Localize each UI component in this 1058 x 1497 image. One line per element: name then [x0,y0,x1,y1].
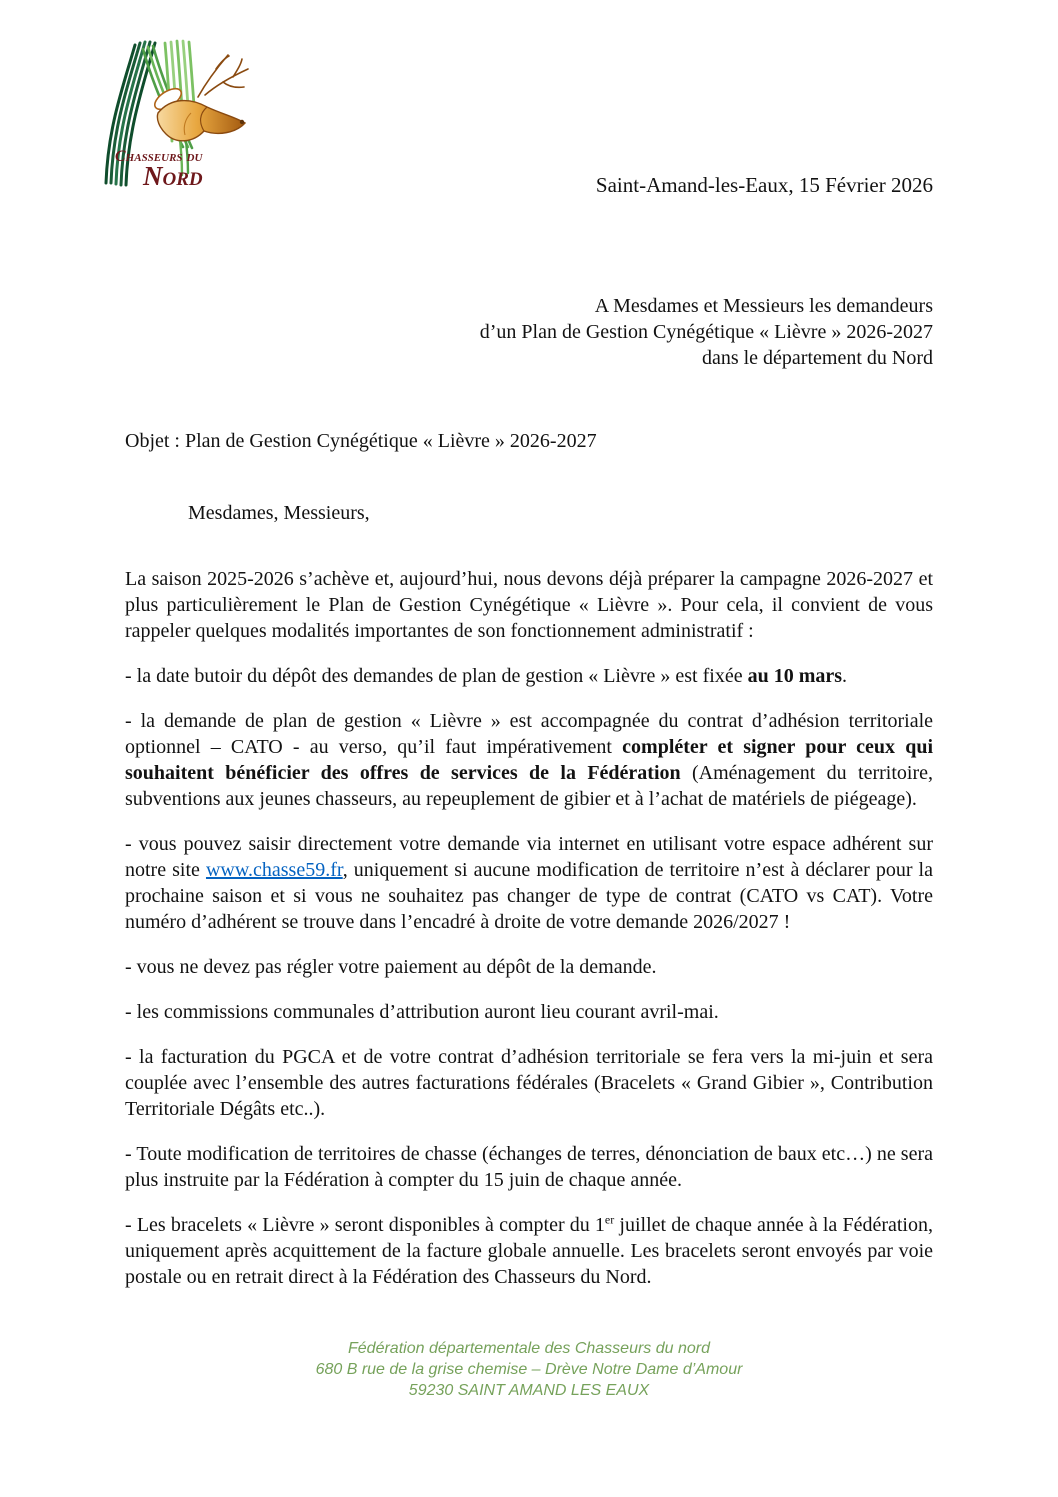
paragraphs [125,566,933,1290]
footer-line: 59230 SAINT AMAND LES EAUX [408,1382,650,1399]
paragraph-internet [125,831,933,935]
chasse59-link[interactable]: www.chasse59.fr [205,859,343,881]
paragraph-commissions [125,999,933,1025]
superscript-text: er [604,1212,615,1227]
footer-address [0,1338,1058,1401]
bold-text: au 10 mars [747,665,843,687]
logo-org-name-line2: Nord [143,161,203,191]
text-run: - vous pouvez saisir directement votre demande via internet en utilisant votre espace adhérent sur notre site [125,833,933,881]
logo-org-name-line1: Chasseurs du [115,148,203,165]
recipient-line: d’un Plan de Gestion Cynégétique « Lièvre » 2026-2027 [479,321,933,343]
bold-text: compléter et signer pour ceux qui souhaitent bénéficier des offres de services de la Fédération [125,736,933,784]
paragraph-facturation [125,1044,933,1122]
text-run: - vous ne devez pas régler votre paiement au dépôt de la demande. [125,956,657,978]
text-run: - la demande de plan de gestion « Lièvre » est accompagnée du contrat d’adhésion territoriale optionnel – CATO - au verso, qu’il faut impérativement [125,710,933,758]
text-run: - la facturation du PGCA et de votre contrat d’adhésion territoriale se fera vers la mi-juin et sera couplée avec l’ensemble des autres facturations fédérales (Bracelets « Grand Gibier », Contribution Territoriale Dégâts etc..). [125,1046,933,1120]
date-place-line: Saint-Amand-les-Eaux, 15 Février 2026 [595,173,933,197]
footer-line: Fédération départementale des Chasseurs du nord [348,1340,710,1357]
paragraph-paiement [125,954,933,980]
text-run: - la date butoir du dépôt des demandes de plan de gestion « Lièvre » est fixée [125,665,748,687]
paragraph-date-butoir [125,663,933,689]
text-run: - les commissions communales d’attribution auront lieu courant avril-mai. [125,1001,719,1023]
text-run: - Toute modification de territoires de chasse (échanges de terres, dénonciation de baux etc…) ne sera plus instruite par la Fédération à compter du 15 juin de chaque année. [125,1143,933,1191]
text-run: juillet de chaque année à la Fédération, uniquement après acquittement de la facture globale annuelle. Les bracelets seront envoyés par voie postale ou en retrait direct à la Fédération des Chasseurs du Nord. [125,1214,933,1288]
recipient-line: dans le département du Nord [701,347,933,369]
footer-line: 680 B rue de la grise chemise – Drève Notre Dame d’Amour [315,1361,743,1378]
subject-line: Objet : Plan de Gestion Cynégétique « Lièvre » 2026-2027 [125,430,597,452]
text-run: . [842,665,848,687]
recipient-line: A Mesdames et Messieurs les demandeurs [594,295,933,317]
text-run: , uniquement si aucune modification de territoire n’est à déclarer pour la prochaine saison et si vous ne souhaitez pas changer de type de contrat (CATO vs CAT). Votre numéro d’adhérent se trouve dans l’encadré à droite de votre demande 2026/2027 ! [125,859,933,933]
paragraph-intro [125,566,933,644]
letter-body [125,0,933,1309]
text-run: - Les bracelets « Lièvre » seront disponibles à compter du 1 [125,1214,605,1236]
text-run: (Aménagement du territoire, subventions aux jeunes chasseurs, au repeuplement de gibier et à l’achat de matériels de piégeage). [125,762,933,810]
recipient-block [125,293,933,371]
paragraph-cato [125,708,933,812]
text-run: La saison 2025-2026 s’achève et, aujourd’hui, nous devons déjà préparer la campagne 2026-2027 et plus particulièrement le Plan de Gestion Cynégétique « Lièvre ». Pour cela, il convient de vous rappeler quelques modalités importantes de son fonctionnement administratif : [125,568,933,642]
salutation: Mesdames, Messieurs, [188,502,370,524]
paragraph-bracelets [125,1212,933,1290]
paragraph-modification [125,1141,933,1193]
